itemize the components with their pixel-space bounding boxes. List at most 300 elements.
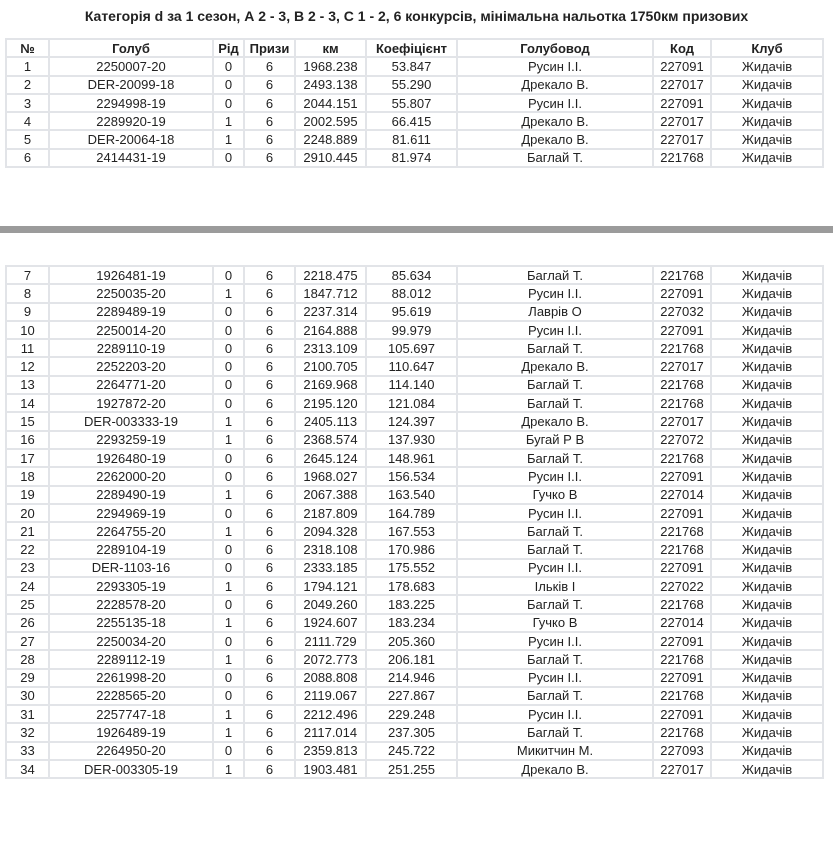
cell-number: 14: [6, 394, 49, 412]
cell-number: 21: [6, 522, 49, 540]
cell-km: 2100.705: [295, 357, 366, 375]
cell-number: 31: [6, 705, 49, 723]
cell-number: 6: [6, 149, 49, 167]
cell-prizes: 6: [244, 723, 295, 741]
cell-pigeon: 2289110-19: [49, 339, 213, 357]
cell-code: 227017: [653, 357, 711, 375]
cell-km: 2318.108: [295, 540, 366, 558]
cell-club: Жидачів: [711, 577, 823, 595]
cell-club: Жидачів: [711, 130, 823, 148]
cell-coefficient: 163.540: [366, 486, 457, 504]
cell-prizes: 6: [244, 112, 295, 130]
cell-code: 227017: [653, 112, 711, 130]
cell-coefficient: 124.397: [366, 412, 457, 430]
cell-prizes: 6: [244, 522, 295, 540]
cell-fancier: Баглай Т.: [457, 266, 653, 284]
cell-km: 2002.595: [295, 112, 366, 130]
cell-km: 2072.773: [295, 650, 366, 668]
cell-km: 2645.124: [295, 449, 366, 467]
table-row: [6, 522, 823, 540]
cell-club: Жидачів: [711, 412, 823, 430]
cell-prizes: 6: [244, 303, 295, 321]
cell-pigeon: 2264755-20: [49, 522, 213, 540]
cell-sex: 0: [213, 321, 244, 339]
table-row: [6, 94, 823, 112]
cell-fancier: Русин І.І.: [457, 284, 653, 302]
cell-club: Жидачів: [711, 431, 823, 449]
cell-number: 5: [6, 130, 49, 148]
cell-club: Жидачів: [711, 357, 823, 375]
cell-sex: 0: [213, 632, 244, 650]
cell-code: 227091: [653, 504, 711, 522]
cell-km: 2111.729: [295, 632, 366, 650]
cell-km: 2313.109: [295, 339, 366, 357]
cell-pigeon: 2261998-20: [49, 669, 213, 687]
cell-fancier: Русин І.І.: [457, 467, 653, 485]
cell-km: 2169.968: [295, 376, 366, 394]
cell-km: 2218.475: [295, 266, 366, 284]
cell-code: 227091: [653, 705, 711, 723]
cell-fancier: Баглай Т.: [457, 595, 653, 613]
cell-sex: 0: [213, 540, 244, 558]
cell-number: 25: [6, 595, 49, 613]
table-row: [6, 76, 823, 94]
table-row: [6, 723, 823, 741]
cell-coefficient: 85.634: [366, 266, 457, 284]
cell-coefficient: 81.974: [366, 149, 457, 167]
table-row: [6, 650, 823, 668]
cell-coefficient: 251.255: [366, 760, 457, 778]
cell-sex: 1: [213, 650, 244, 668]
cell-sex: 0: [213, 449, 244, 467]
cell-pigeon: DER-20064-18: [49, 130, 213, 148]
cell-sex: 0: [213, 94, 244, 112]
cell-km: 2044.151: [295, 94, 366, 112]
cell-km: 1924.607: [295, 614, 366, 632]
table-row: [6, 357, 823, 375]
table-row: [6, 57, 823, 75]
cell-club: Жидачів: [711, 669, 823, 687]
cell-sex: 0: [213, 303, 244, 321]
cell-prizes: 6: [244, 760, 295, 778]
cell-km: 1968.238: [295, 57, 366, 75]
table-row: [6, 705, 823, 723]
cell-coefficient: 55.807: [366, 94, 457, 112]
cell-prizes: 6: [244, 449, 295, 467]
cell-club: Жидачів: [711, 376, 823, 394]
cell-club: Жидачів: [711, 559, 823, 577]
cell-club: Жидачів: [711, 76, 823, 94]
cell-code: 227022: [653, 577, 711, 595]
cell-code: 227017: [653, 412, 711, 430]
cell-code: 221768: [653, 149, 711, 167]
cell-prizes: 6: [244, 149, 295, 167]
cell-pigeon: 2252203-20: [49, 357, 213, 375]
cell-km: 2405.113: [295, 412, 366, 430]
cell-prizes: 6: [244, 705, 295, 723]
cell-club: Жидачів: [711, 486, 823, 504]
results-table-continued: [5, 265, 824, 779]
cell-fancier: Русин І.І.: [457, 559, 653, 577]
cell-pigeon: 2289112-19: [49, 650, 213, 668]
cell-coefficient: 148.961: [366, 449, 457, 467]
cell-fancier: Русин І.І.: [457, 669, 653, 687]
cell-code: 227032: [653, 303, 711, 321]
cell-fancier: Баглай Т.: [457, 449, 653, 467]
cell-sex: 0: [213, 57, 244, 75]
cell-fancier: Баглай Т.: [457, 540, 653, 558]
table-row: [6, 504, 823, 522]
cell-coefficient: 164.789: [366, 504, 457, 522]
cell-club: Жидачів: [711, 504, 823, 522]
cell-prizes: 6: [244, 504, 295, 522]
cell-code: 221768: [653, 522, 711, 540]
cell-number: 34: [6, 760, 49, 778]
cell-code: 227093: [653, 742, 711, 760]
table-row: [6, 595, 823, 613]
col-header-code: Код: [653, 39, 711, 57]
cell-pigeon: DER-003305-19: [49, 760, 213, 778]
cell-prizes: 6: [244, 266, 295, 284]
cell-km: 2237.314: [295, 303, 366, 321]
cell-km: 2164.888: [295, 321, 366, 339]
cell-fancier: Дрекало В.: [457, 112, 653, 130]
cell-code: 227091: [653, 669, 711, 687]
cell-club: Жидачів: [711, 321, 823, 339]
cell-number: 16: [6, 431, 49, 449]
cell-code: 221768: [653, 339, 711, 357]
cell-sex: 1: [213, 284, 244, 302]
cell-pigeon: 2250014-20: [49, 321, 213, 339]
cell-fancier: Баглай Т.: [457, 522, 653, 540]
cell-coefficient: 183.225: [366, 595, 457, 613]
cell-coefficient: 229.248: [366, 705, 457, 723]
cell-km: 1903.481: [295, 760, 366, 778]
cell-sex: 1: [213, 723, 244, 741]
cell-number: 29: [6, 669, 49, 687]
cell-sex: 1: [213, 577, 244, 595]
cell-sex: 0: [213, 266, 244, 284]
cell-club: Жидачів: [711, 687, 823, 705]
cell-prizes: 6: [244, 540, 295, 558]
table-row: [6, 540, 823, 558]
cell-prizes: 6: [244, 650, 295, 668]
cell-coefficient: 178.683: [366, 577, 457, 595]
cell-sex: 0: [213, 357, 244, 375]
cell-club: Жидачів: [711, 94, 823, 112]
cell-pigeon: 2264771-20: [49, 376, 213, 394]
table-row: [6, 284, 823, 302]
cell-code: 227017: [653, 130, 711, 148]
table-row: [6, 559, 823, 577]
cell-coefficient: 227.867: [366, 687, 457, 705]
cell-club: Жидачів: [711, 760, 823, 778]
cell-code: 221768: [653, 449, 711, 467]
cell-pigeon: 2255135-18: [49, 614, 213, 632]
table-row: [6, 467, 823, 485]
cell-number: 4: [6, 112, 49, 130]
cell-pigeon: 1926481-19: [49, 266, 213, 284]
table-row: [6, 577, 823, 595]
cell-club: Жидачів: [711, 595, 823, 613]
col-header-club: Клуб: [711, 39, 823, 57]
cell-code: 227091: [653, 57, 711, 75]
cell-club: Жидачів: [711, 149, 823, 167]
table-row: [6, 376, 823, 394]
cell-club: Жидачів: [711, 614, 823, 632]
table-row: [6, 303, 823, 321]
cell-number: 2: [6, 76, 49, 94]
cell-prizes: 6: [244, 595, 295, 613]
cell-code: 221768: [653, 540, 711, 558]
cell-fancier: Баглай Т.: [457, 339, 653, 357]
cell-number: 26: [6, 614, 49, 632]
cell-number: 8: [6, 284, 49, 302]
cell-fancier: Лаврів О: [457, 303, 653, 321]
table-row: [6, 486, 823, 504]
cell-pigeon: 1926480-19: [49, 449, 213, 467]
cell-fancier: Ільків І: [457, 577, 653, 595]
cell-coefficient: 206.181: [366, 650, 457, 668]
cell-prizes: 6: [244, 130, 295, 148]
cell-sex: 1: [213, 412, 244, 430]
cell-prizes: 6: [244, 94, 295, 112]
cell-coefficient: 156.534: [366, 467, 457, 485]
cell-coefficient: 99.979: [366, 321, 457, 339]
cell-pigeon: 2257747-18: [49, 705, 213, 723]
cell-coefficient: 214.946: [366, 669, 457, 687]
cell-number: 22: [6, 540, 49, 558]
cell-code: 227091: [653, 632, 711, 650]
col-header-fancier: Голубовод: [457, 39, 653, 57]
cell-sex: 0: [213, 149, 244, 167]
cell-fancier: Баглай Т.: [457, 687, 653, 705]
cell-sex: 0: [213, 669, 244, 687]
cell-prizes: 6: [244, 431, 295, 449]
cell-km: 2212.496: [295, 705, 366, 723]
cell-sex: 0: [213, 467, 244, 485]
cell-code: 227091: [653, 94, 711, 112]
cell-prizes: 6: [244, 687, 295, 705]
cell-fancier: Русин І.І.: [457, 57, 653, 75]
cell-km: 1847.712: [295, 284, 366, 302]
cell-pigeon: 2289489-19: [49, 303, 213, 321]
cell-code: 227091: [653, 284, 711, 302]
cell-club: Жидачів: [711, 57, 823, 75]
cell-number: 1: [6, 57, 49, 75]
cell-km: 2493.138: [295, 76, 366, 94]
cell-prizes: 6: [244, 321, 295, 339]
cell-km: 2067.388: [295, 486, 366, 504]
cell-prizes: 6: [244, 577, 295, 595]
cell-code: 221768: [653, 266, 711, 284]
cell-number: 19: [6, 486, 49, 504]
cell-code: 227072: [653, 431, 711, 449]
cell-coefficient: 205.360: [366, 632, 457, 650]
cell-pigeon: 1927872-20: [49, 394, 213, 412]
cell-coefficient: 88.012: [366, 284, 457, 302]
table-row: [6, 339, 823, 357]
cell-prizes: 6: [244, 632, 295, 650]
cell-club: Жидачів: [711, 540, 823, 558]
cell-number: 27: [6, 632, 49, 650]
cell-code: 227014: [653, 614, 711, 632]
cell-fancier: Баглай Т.: [457, 723, 653, 741]
cell-code: 221768: [653, 687, 711, 705]
cell-pigeon: 2228565-20: [49, 687, 213, 705]
cell-number: 32: [6, 723, 49, 741]
table-row: [6, 149, 823, 167]
cell-coefficient: 95.619: [366, 303, 457, 321]
cell-coefficient: 55.290: [366, 76, 457, 94]
results-table-top: [5, 38, 824, 168]
cell-km: 2088.808: [295, 669, 366, 687]
cell-club: Жидачів: [711, 723, 823, 741]
table-row: [6, 760, 823, 778]
cell-fancier: Гучко В: [457, 614, 653, 632]
cell-prizes: 6: [244, 412, 295, 430]
cell-coefficient: 53.847: [366, 57, 457, 75]
cell-club: Жидачів: [711, 632, 823, 650]
cell-prizes: 6: [244, 76, 295, 94]
table-row: [6, 412, 823, 430]
col-header-number: №: [6, 39, 49, 57]
cell-pigeon: DER-20099-18: [49, 76, 213, 94]
table-row: [6, 112, 823, 130]
cell-fancier: Баглай Т.: [457, 650, 653, 668]
cell-prizes: 6: [244, 376, 295, 394]
cell-club: Жидачів: [711, 112, 823, 130]
cell-number: 33: [6, 742, 49, 760]
table-row: [6, 669, 823, 687]
col-header-prizes: Призи: [244, 39, 295, 57]
cell-number: 13: [6, 376, 49, 394]
cell-prizes: 6: [244, 486, 295, 504]
cell-fancier: Микитчин М.: [457, 742, 653, 760]
cell-number: 7: [6, 266, 49, 284]
col-header-sex: Рід: [213, 39, 244, 57]
cell-fancier: Русин І.І.: [457, 632, 653, 650]
cell-coefficient: 137.930: [366, 431, 457, 449]
table-row: [6, 449, 823, 467]
cell-number: 17: [6, 449, 49, 467]
cell-pigeon: 2293305-19: [49, 577, 213, 595]
cell-fancier: Русин І.І.: [457, 504, 653, 522]
cell-sex: 1: [213, 760, 244, 778]
cell-number: 10: [6, 321, 49, 339]
cell-code: 227014: [653, 486, 711, 504]
table-row: [6, 321, 823, 339]
cell-number: 18: [6, 467, 49, 485]
cell-club: Жидачів: [711, 284, 823, 302]
cell-club: Жидачів: [711, 266, 823, 284]
col-header-km: км: [295, 39, 366, 57]
cell-number: 3: [6, 94, 49, 112]
table-row: [6, 632, 823, 650]
cell-coefficient: 114.140: [366, 376, 457, 394]
cell-prizes: 6: [244, 339, 295, 357]
cell-pigeon: 2250035-20: [49, 284, 213, 302]
cell-pigeon: 2294998-19: [49, 94, 213, 112]
cell-coefficient: 245.722: [366, 742, 457, 760]
cell-number: 11: [6, 339, 49, 357]
cell-pigeon: 1926489-19: [49, 723, 213, 741]
cell-km: 2195.120: [295, 394, 366, 412]
page-title: Категорія d за 1 сезон, А 2 - 3, В 2 - 3, С 1 - 2, 6 конкурсів, мінімальна нальотка 1750км призових: [84, 8, 749, 24]
table-row: [6, 130, 823, 148]
cell-code: 221768: [653, 394, 711, 412]
cell-sex: 1: [213, 614, 244, 632]
cell-number: 20: [6, 504, 49, 522]
cell-number: 9: [6, 303, 49, 321]
cell-km: 2910.445: [295, 149, 366, 167]
cell-sex: 1: [213, 522, 244, 540]
cell-number: 15: [6, 412, 49, 430]
cell-sex: 0: [213, 394, 244, 412]
cell-sex: 0: [213, 742, 244, 760]
cell-number: 30: [6, 687, 49, 705]
cell-number: 28: [6, 650, 49, 668]
table-row: [6, 266, 823, 284]
cell-km: 2187.809: [295, 504, 366, 522]
cell-km: 2119.067: [295, 687, 366, 705]
cell-club: Жидачів: [711, 303, 823, 321]
cell-fancier: Русин І.І.: [457, 94, 653, 112]
cell-number: 12: [6, 357, 49, 375]
cell-club: Жидачів: [711, 467, 823, 485]
cell-fancier: Русин І.І.: [457, 705, 653, 723]
cell-coefficient: 183.234: [366, 614, 457, 632]
cell-prizes: 6: [244, 57, 295, 75]
cell-fancier: Дрекало В.: [457, 760, 653, 778]
cell-sex: 1: [213, 130, 244, 148]
cell-sex: 0: [213, 376, 244, 394]
cell-pigeon: DER-1103-16: [49, 559, 213, 577]
cell-km: 1794.121: [295, 577, 366, 595]
cell-prizes: 6: [244, 742, 295, 760]
cell-fancier: Дрекало В.: [457, 130, 653, 148]
cell-code: 227017: [653, 760, 711, 778]
cell-fancier: Дрекало В.: [457, 412, 653, 430]
cell-code: 221768: [653, 376, 711, 394]
cell-sex: 0: [213, 595, 244, 613]
cell-code: 227091: [653, 467, 711, 485]
cell-km: 2359.813: [295, 742, 366, 760]
cell-fancier: Баглай Т.: [457, 394, 653, 412]
col-header-coefficient: Коефіцієнт: [366, 39, 457, 57]
cell-club: Жидачів: [711, 522, 823, 540]
cell-km: 2049.260: [295, 595, 366, 613]
cell-fancier: Русин І.І.: [457, 321, 653, 339]
cell-coefficient: 66.415: [366, 112, 457, 130]
cell-coefficient: 105.697: [366, 339, 457, 357]
cell-pigeon: 2294969-19: [49, 504, 213, 522]
cell-coefficient: 167.553: [366, 522, 457, 540]
cell-club: Жидачів: [711, 394, 823, 412]
cell-fancier: Баглай Т.: [457, 149, 653, 167]
cell-pigeon: 2264950-20: [49, 742, 213, 760]
header-row: [6, 39, 823, 57]
cell-coefficient: 175.552: [366, 559, 457, 577]
cell-fancier: Баглай Т.: [457, 376, 653, 394]
cell-club: Жидачів: [711, 449, 823, 467]
cell-sex: 1: [213, 112, 244, 130]
table-row: [6, 431, 823, 449]
cell-pigeon: 2289920-19: [49, 112, 213, 130]
cell-pigeon: 2293259-19: [49, 431, 213, 449]
table-row: [6, 687, 823, 705]
cell-sex: 0: [213, 339, 244, 357]
